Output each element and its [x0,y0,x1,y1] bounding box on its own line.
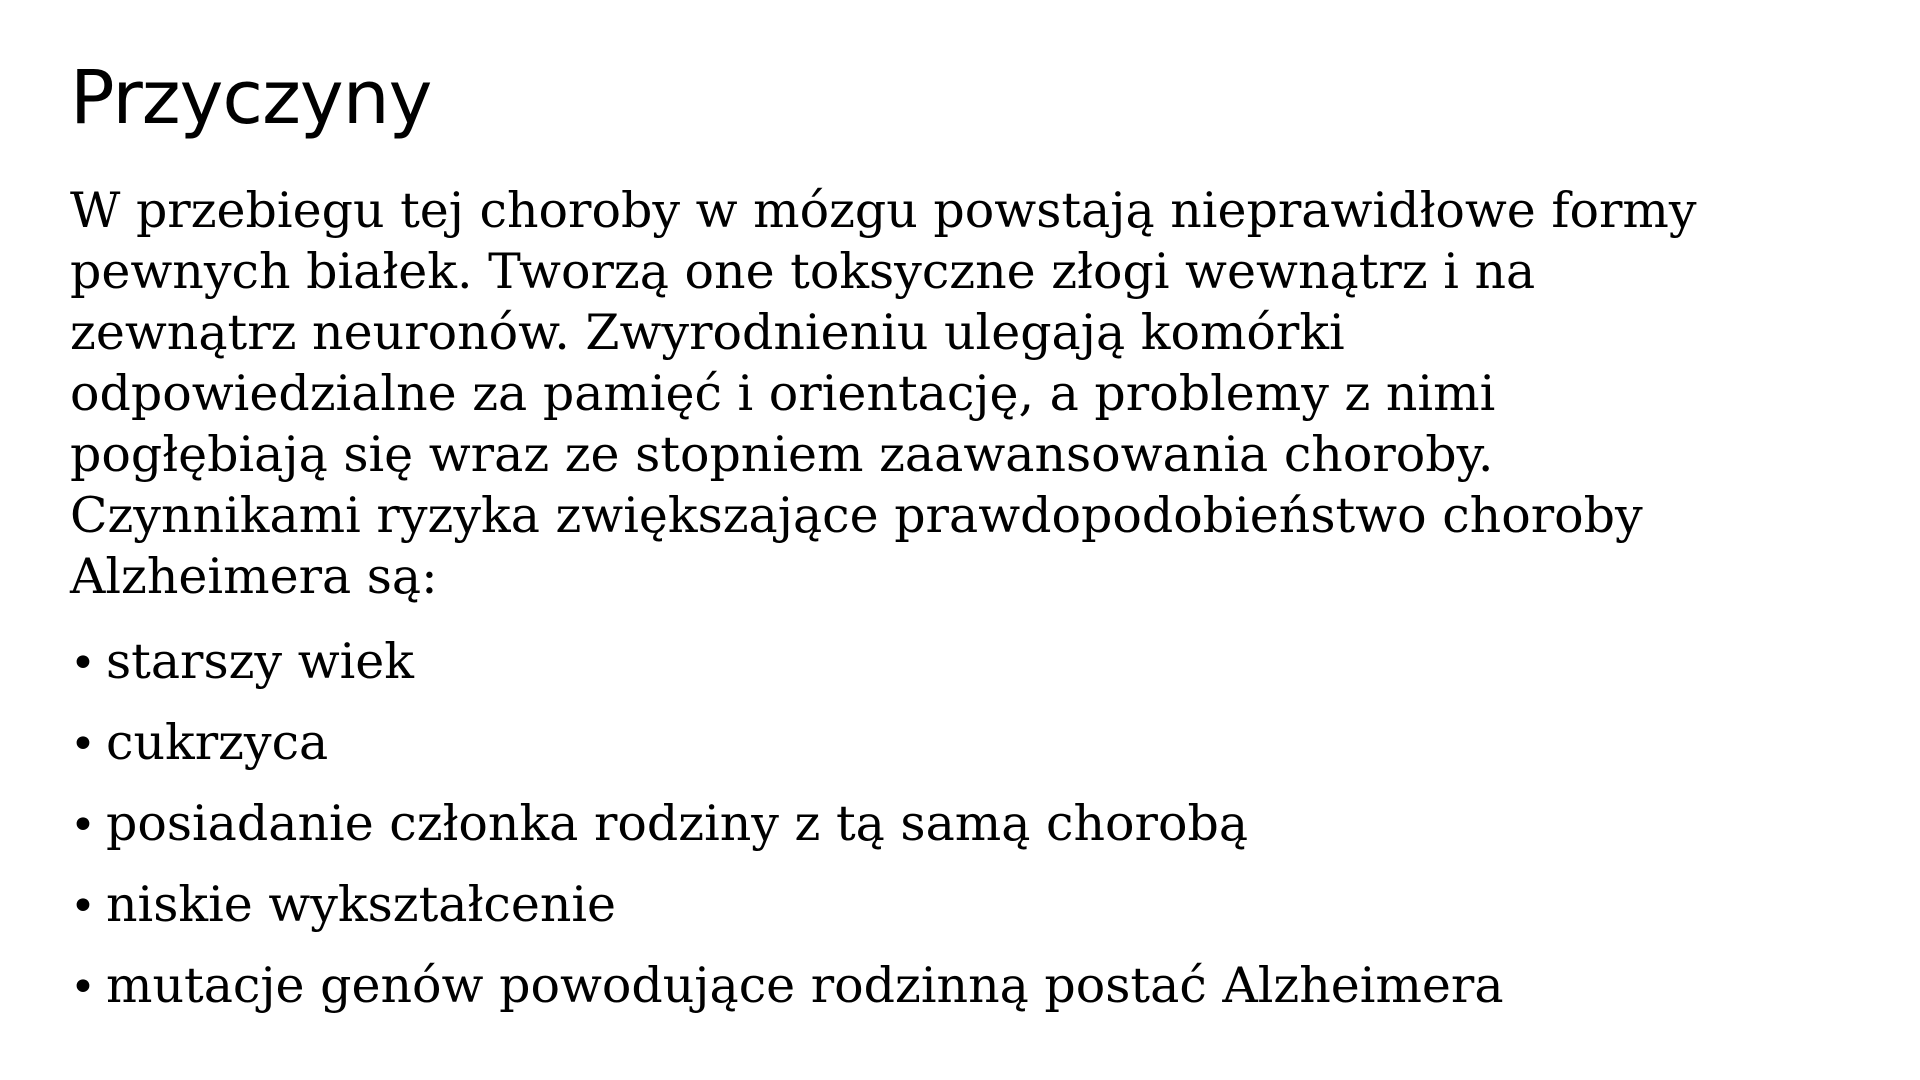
list-item-text: cukrzyca [106,714,329,771]
list-item [70,621,1870,702]
list-item-text: mutacje genów powodujące rodzinną postać Alzheimera [106,957,1504,1014]
list-item [70,702,1870,783]
bullet-icon: • [70,962,96,1013]
slide-title: Przyczyny [70,55,432,141]
list-item [70,783,1870,864]
intro-paragraph: W przebiegu tej choroby w mózgu powstają nieprawidłowe formy pewnych białek. Tworzą one toksyczne złogi wewnątrz i na zewnątrz neuronów. Zwyrodnieniu ulegają komórki odpowiedzialne za pamięć i orientację, a problemy z nimi pogłębiają się wraz ze stopniem zaawansowania choroby. Czynnikami ryzyka zwiększające prawdopodobieństwo choroby Alzheimera są: [70,182,1697,605]
list-item-text: niskie wykształcenie [106,876,617,933]
risk-factor-list [70,621,1870,1026]
list-item [70,945,1870,1026]
bullet-icon: • [70,719,96,770]
list-item [70,864,1870,945]
bullet-icon: • [70,800,96,851]
slide-body [70,180,1870,1026]
list-item-text: posiadanie członka rodziny z tą samą chorobą [106,795,1249,852]
list-item-text: starszy wiek [106,633,414,690]
bullet-icon: • [70,638,96,689]
bullet-icon: • [70,881,96,932]
